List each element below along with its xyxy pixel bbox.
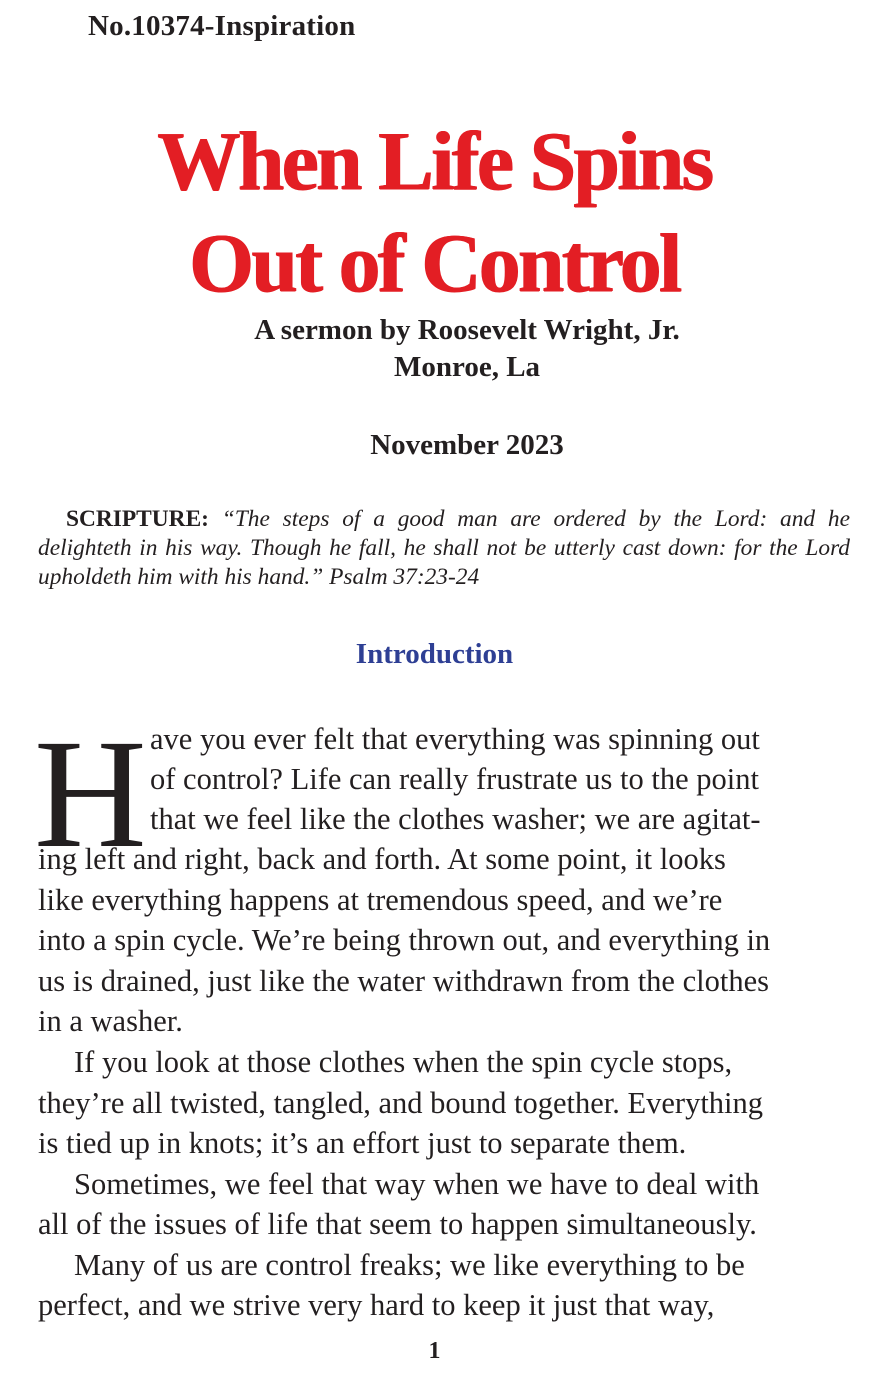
byline-location: Monroe, La [393,351,541,383]
body-line: ave you ever felt that everything was spinning out [150,722,760,756]
series-label: No.10374-Inspiration [88,10,356,42]
body-line: perfect, and we strive very hard to keep it just that way, [38,1288,715,1322]
body-line: that we feel like the clothes washer; we are agitat- [150,802,761,836]
section-heading: Introduction [355,638,514,670]
body-line: is tied up in knots; it’s an effort just to separate them. [38,1126,687,1160]
page-number: 1 [428,1338,441,1364]
body-line: they’re all twisted, tangled, and bound together. Everything [38,1086,764,1120]
scripture-label: SCRIPTURE: [66,506,209,532]
scripture-block [38,505,850,592]
body-line: of control? Life can really frustrate us to the point [150,762,759,796]
body-line: us is drained, just like the water withdrawn from the clothes [38,964,769,998]
body-line: in a washer. [38,1004,183,1038]
body-line: all of the issues of life that seem to happen simultaneously. [38,1207,757,1241]
body-line: Many of us are control freaks; we like everything to be [74,1248,745,1282]
byline-author: A sermon by Roosevelt Wright, Jr. [254,314,680,346]
title-line-2: Out of Control [189,217,680,310]
title-line-1: When Life Spins [157,115,712,208]
body-line: into a spin cycle. We’re being thrown out, and everything in [38,923,771,957]
body-line: like everything happens at tremendous speed, and we’re [38,883,723,917]
drop-cap: H [34,707,147,880]
sermon-date: November 2023 [370,429,564,461]
body-line: ing left and right, back and forth. At some point, it looks [38,842,726,876]
body-line: Sometimes, we feel that way when we have to deal with [74,1167,760,1201]
scripture-quote: “The steps of a good man are ordered by the Lord: and he delighteth in his way. Though he fall, he shall not be utterly cast down: for the Lord upholdeth him with his hand.” Psalm 37:23-24 [38,506,850,590]
body-line: If you look at those clothes when the spin cycle stops, [74,1045,733,1079]
